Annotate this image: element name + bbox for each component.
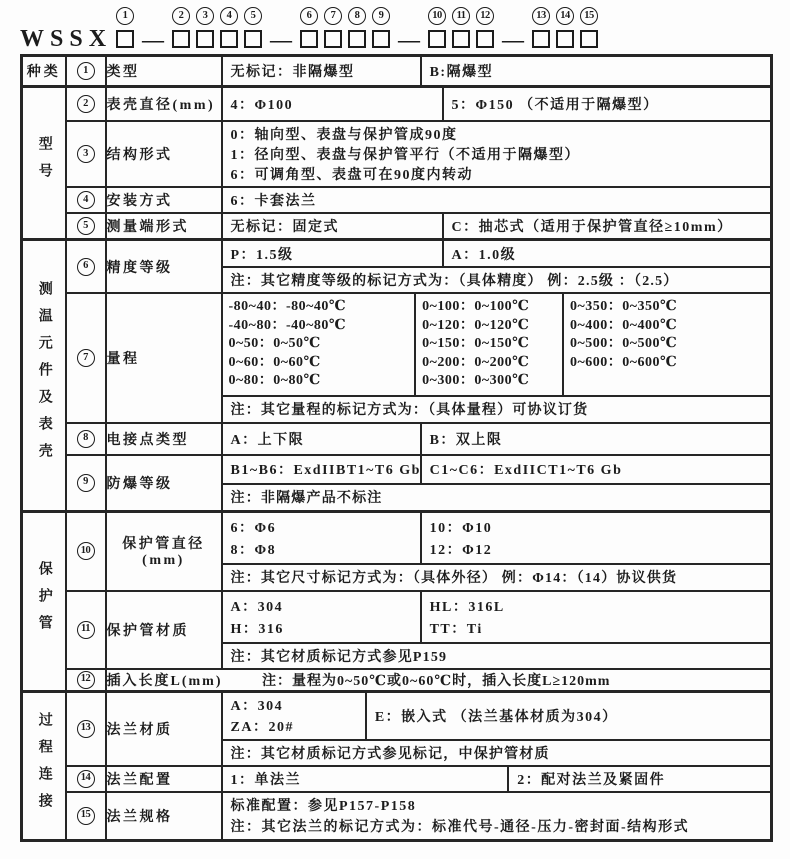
row-options: [222, 455, 772, 512]
position-number: 13: [532, 7, 550, 25]
row-number: 3: [77, 145, 95, 163]
model-prefix: WSSX: [20, 26, 113, 52]
row-options: [222, 56, 772, 87]
spacer: [272, 7, 290, 25]
row-options: [222, 187, 772, 213]
range-item: 0~100：0~100℃: [422, 299, 530, 314]
code-box: [300, 30, 318, 48]
position-number: 6: [300, 7, 318, 25]
row-tube-material: [22, 591, 772, 669]
option-line: 标准配置：参见P157-P158: [230, 799, 417, 815]
option-line: ZA：20#: [230, 719, 294, 735]
code-position-8: [348, 7, 366, 48]
option-line: 注：其它法兰的标记方式为：标准代号-通径-压力-密封面-结构形式: [230, 819, 690, 835]
row-number: 11: [77, 621, 95, 639]
row-flange-material: [22, 691, 772, 766]
row-mounting: [22, 187, 772, 213]
option-cell: B：双上限: [420, 424, 770, 454]
position-number: 11: [452, 7, 470, 25]
option-cell: [223, 592, 420, 642]
group-label: 过程连接: [36, 711, 52, 820]
note-cell: 注：其它精度等级的标记方式为：（具体精度） 例：2.5级 ：（2.5）: [223, 266, 771, 292]
row-insertion-length: [22, 669, 772, 692]
option-line: H：316: [230, 621, 284, 637]
code-box: [580, 30, 598, 48]
row-number-cell: [66, 792, 106, 841]
row-label: 法兰配置: [106, 766, 222, 792]
row-options: [222, 591, 772, 669]
range-item: 0~120：0~120℃: [422, 317, 530, 333]
row-label: 保护管直径 (mm): [106, 511, 222, 591]
row-options: [222, 240, 772, 294]
code-position-12: [476, 7, 494, 48]
row-number-cell: [66, 56, 106, 87]
code-box: [452, 30, 470, 48]
group-cell-element: [22, 240, 66, 512]
note-cell: 注：其它材质标记方式参见标记，中保护管材质: [223, 739, 771, 765]
code-position-1: [116, 7, 134, 48]
position-number: 4: [220, 7, 238, 25]
group-cell-protection-tube: [22, 511, 66, 691]
group-cell-model: [22, 87, 66, 240]
option-line: 8：Φ8: [230, 542, 277, 558]
row-number: 4: [77, 191, 95, 209]
option-line: TT：Ti: [429, 621, 483, 637]
range-item: 0~50：0~50℃: [228, 336, 321, 351]
option-line: 6：可调角型、表盘可在90度内转动: [230, 168, 473, 183]
dash-separator: —: [502, 7, 524, 50]
position-number: 12: [476, 7, 494, 25]
group-cell-process-connection: [22, 691, 66, 840]
dash-separator: —: [270, 7, 292, 50]
group-label: 种类: [26, 65, 61, 80]
spacer: [400, 7, 418, 25]
spec-table: [20, 54, 773, 842]
row-options: [222, 766, 772, 792]
row-number: 10: [77, 542, 95, 560]
row-number: 8: [77, 430, 95, 448]
option-cell: 无标记：固定式: [230, 220, 339, 235]
row-case-diameter: [22, 87, 772, 122]
row-label: 量程: [106, 293, 222, 423]
row-explosion-proof: [22, 455, 772, 512]
note-cell: 注：非隔爆产品不标注: [223, 483, 771, 510]
row-label: 插入长度L(mm): [106, 673, 223, 689]
option-cell: 5：Φ150 （不适用于隔爆型）: [442, 88, 771, 120]
code-box: [428, 30, 446, 48]
option-cell: 4：Φ100: [230, 98, 294, 113]
row-label: 保护管材质: [106, 591, 222, 669]
code-box: [172, 30, 190, 48]
option-cell: 1：单法兰: [230, 772, 301, 788]
range-item: 0~200：0~200℃: [422, 354, 530, 370]
code-box: [324, 30, 342, 48]
row-options: [222, 293, 772, 423]
row-number-cell: [66, 121, 106, 187]
range-item: -40~80：-40~80℃: [228, 317, 347, 333]
group-label: 测温元件及表壳: [36, 280, 52, 470]
row-contact-type: [22, 423, 772, 455]
model-code-line: [0, 0, 790, 51]
note-cell: 注：其它量程的标记方式为：（具体量程）可协议订货: [223, 395, 771, 422]
option-cell: C1~C6：ExdIICT1~T6 Gb: [420, 456, 770, 483]
row-number: 5: [77, 217, 95, 235]
code-position-3: [196, 7, 214, 48]
code-box: [532, 30, 550, 48]
range-item: 0~400：0~400℃: [569, 317, 678, 333]
group-label: 型号: [36, 136, 52, 190]
option-cell: P：1.5级: [230, 247, 294, 263]
dash-separator: —: [142, 7, 164, 50]
group-label: 保护管: [36, 560, 52, 642]
row-number: 1: [77, 62, 95, 80]
code-box: [556, 30, 574, 48]
row-number: 12: [77, 671, 95, 689]
code-position-11: [452, 7, 470, 48]
row-number-cell: [66, 213, 106, 240]
row-probe-end: [22, 213, 772, 240]
option-line: A：304: [230, 599, 284, 615]
model-prefix-unit: [20, 7, 112, 51]
row-number-cell: [66, 511, 106, 591]
row-flange-spec: [22, 792, 772, 841]
range-item: -80~40：-80~40℃: [228, 299, 347, 314]
range-item: 0~300：0~300℃: [422, 373, 530, 388]
code-position-4: [220, 7, 238, 48]
row-number-cell: [66, 187, 106, 213]
row-structure: [22, 121, 772, 187]
spacer: [57, 7, 75, 25]
row-label: 测量端形式: [106, 213, 222, 240]
option-cell: [420, 592, 770, 642]
option-cell: 6：卡套法兰: [230, 194, 317, 209]
note-cell: 注：其它材质标记方式参见P159: [223, 642, 771, 668]
position-number: 1: [116, 7, 134, 25]
row-number-cell: [66, 293, 106, 423]
range-column-1: [223, 294, 415, 395]
position-number: 14: [556, 7, 574, 25]
code-position-13: [532, 7, 550, 48]
option-line: 6：Φ6: [230, 520, 277, 536]
code-box: [220, 30, 238, 48]
row-number: 2: [77, 95, 95, 113]
position-number: 5: [244, 7, 262, 25]
note-cell: 注：其它尺寸标记方式为：（具体外径） 例：Φ14：（14）协议供货: [223, 563, 771, 590]
position-number: 8: [348, 7, 366, 25]
code-position-7: [324, 7, 342, 48]
row-options: [222, 87, 772, 122]
code-position-14: [556, 7, 574, 48]
row-label: 安装方式: [106, 187, 222, 213]
option-cell: B1~B6：ExdIIBT1~T6 Gb: [230, 463, 421, 478]
option-line: 12：Φ12: [429, 542, 493, 558]
group-cell-category: [22, 56, 66, 87]
code-box: [348, 30, 366, 48]
row-label-and-note: [106, 669, 772, 692]
option-cell: B:隔爆型: [420, 57, 770, 85]
option-line: 10：Φ10: [429, 520, 493, 536]
position-number: 15: [580, 7, 598, 25]
row-number-cell: [66, 669, 106, 692]
code-position-5: [244, 7, 262, 48]
option-cell: [223, 693, 365, 739]
position-number: 9: [372, 7, 390, 25]
code-position-6: [300, 7, 318, 48]
row-number: 9: [77, 474, 95, 492]
row-options: [222, 792, 772, 841]
position-number: 10: [428, 7, 446, 25]
row-number: 7: [77, 349, 95, 367]
option-line: A：304: [230, 699, 284, 715]
note-text: 注：量程为0~50℃或0~60℃时，插入长度L≥120mm: [262, 673, 611, 689]
row-options: [222, 121, 772, 187]
row-tube-diameter: [22, 511, 772, 591]
range-column-2: [414, 294, 562, 395]
row-label: 精度等级: [106, 240, 222, 294]
row-number-cell: [66, 691, 106, 766]
spacer: [144, 7, 162, 25]
range-column-3: [562, 294, 770, 395]
code-box: [476, 30, 494, 48]
row-number: 13: [77, 720, 95, 738]
row-label: 结构形式: [106, 121, 222, 187]
range-item: 0~80：0~80℃: [228, 373, 321, 388]
option-cell: C：抽芯式（适用于保护管直径≥10mm）: [442, 214, 771, 238]
code-position-9: [372, 7, 390, 48]
code-box: [244, 30, 262, 48]
code-box: [116, 30, 134, 48]
code-box: [372, 30, 390, 48]
row-options: [222, 213, 772, 240]
row-accuracy: [22, 240, 772, 294]
option-line: 0：轴向型、表盘与保护管成90度: [230, 128, 458, 143]
range-item: 0~150：0~150℃: [422, 336, 530, 351]
row-options: [222, 511, 772, 591]
option-cell: [223, 513, 420, 563]
row-label: 电接点类型: [106, 423, 222, 455]
code-position-15: [580, 7, 598, 48]
range-item: 0~350：0~350℃: [569, 299, 678, 314]
option-cell: [420, 513, 770, 563]
row-range: [22, 293, 772, 423]
row-number: 6: [77, 258, 95, 276]
option-cell: E：嵌入式 （法兰基体材质为304）: [365, 693, 770, 739]
row-label: 法兰材质: [106, 691, 222, 766]
spacer: [504, 7, 522, 25]
row-label: 表壳直径(mm): [106, 87, 222, 122]
option-cell: A：上下限: [230, 432, 305, 448]
row-flange-config: [22, 766, 772, 792]
row-number-cell: [66, 423, 106, 455]
option-cell: 无标记：非隔爆型: [230, 65, 355, 80]
row-number-cell: [66, 766, 106, 792]
row-label: 类型: [106, 56, 222, 87]
row-number-cell: [66, 87, 106, 122]
code-box: [196, 30, 214, 48]
row-number: 14: [77, 770, 95, 788]
row-label: 法兰规格: [106, 792, 222, 841]
row-number-cell: [66, 591, 106, 669]
row-number-cell: [66, 455, 106, 512]
range-item: 0~500：0~500℃: [569, 336, 678, 351]
row-options: [222, 691, 772, 766]
range-item: 0~60：0~60℃: [228, 354, 321, 370]
option-cell: A：1.0级: [442, 241, 771, 266]
row-number-cell: [66, 240, 106, 294]
position-number: 3: [196, 7, 214, 25]
code-position-2: [172, 7, 190, 48]
row-number: 15: [77, 807, 95, 825]
option-line: 1：径向型、表盘与保护管平行（不适用于隔爆型）: [230, 148, 580, 163]
position-number: 7: [324, 7, 342, 25]
range-item: 0~600：0~600℃: [569, 354, 678, 370]
position-number: 2: [172, 7, 190, 25]
option-line: HL：316L: [429, 599, 505, 615]
code-position-10: [428, 7, 446, 48]
row-type: [22, 56, 772, 87]
row-options: [222, 423, 772, 455]
row-label: 防爆等级: [106, 455, 222, 512]
option-cell: 2：配对法兰及紧固件: [507, 767, 770, 791]
dash-separator: —: [398, 7, 420, 50]
